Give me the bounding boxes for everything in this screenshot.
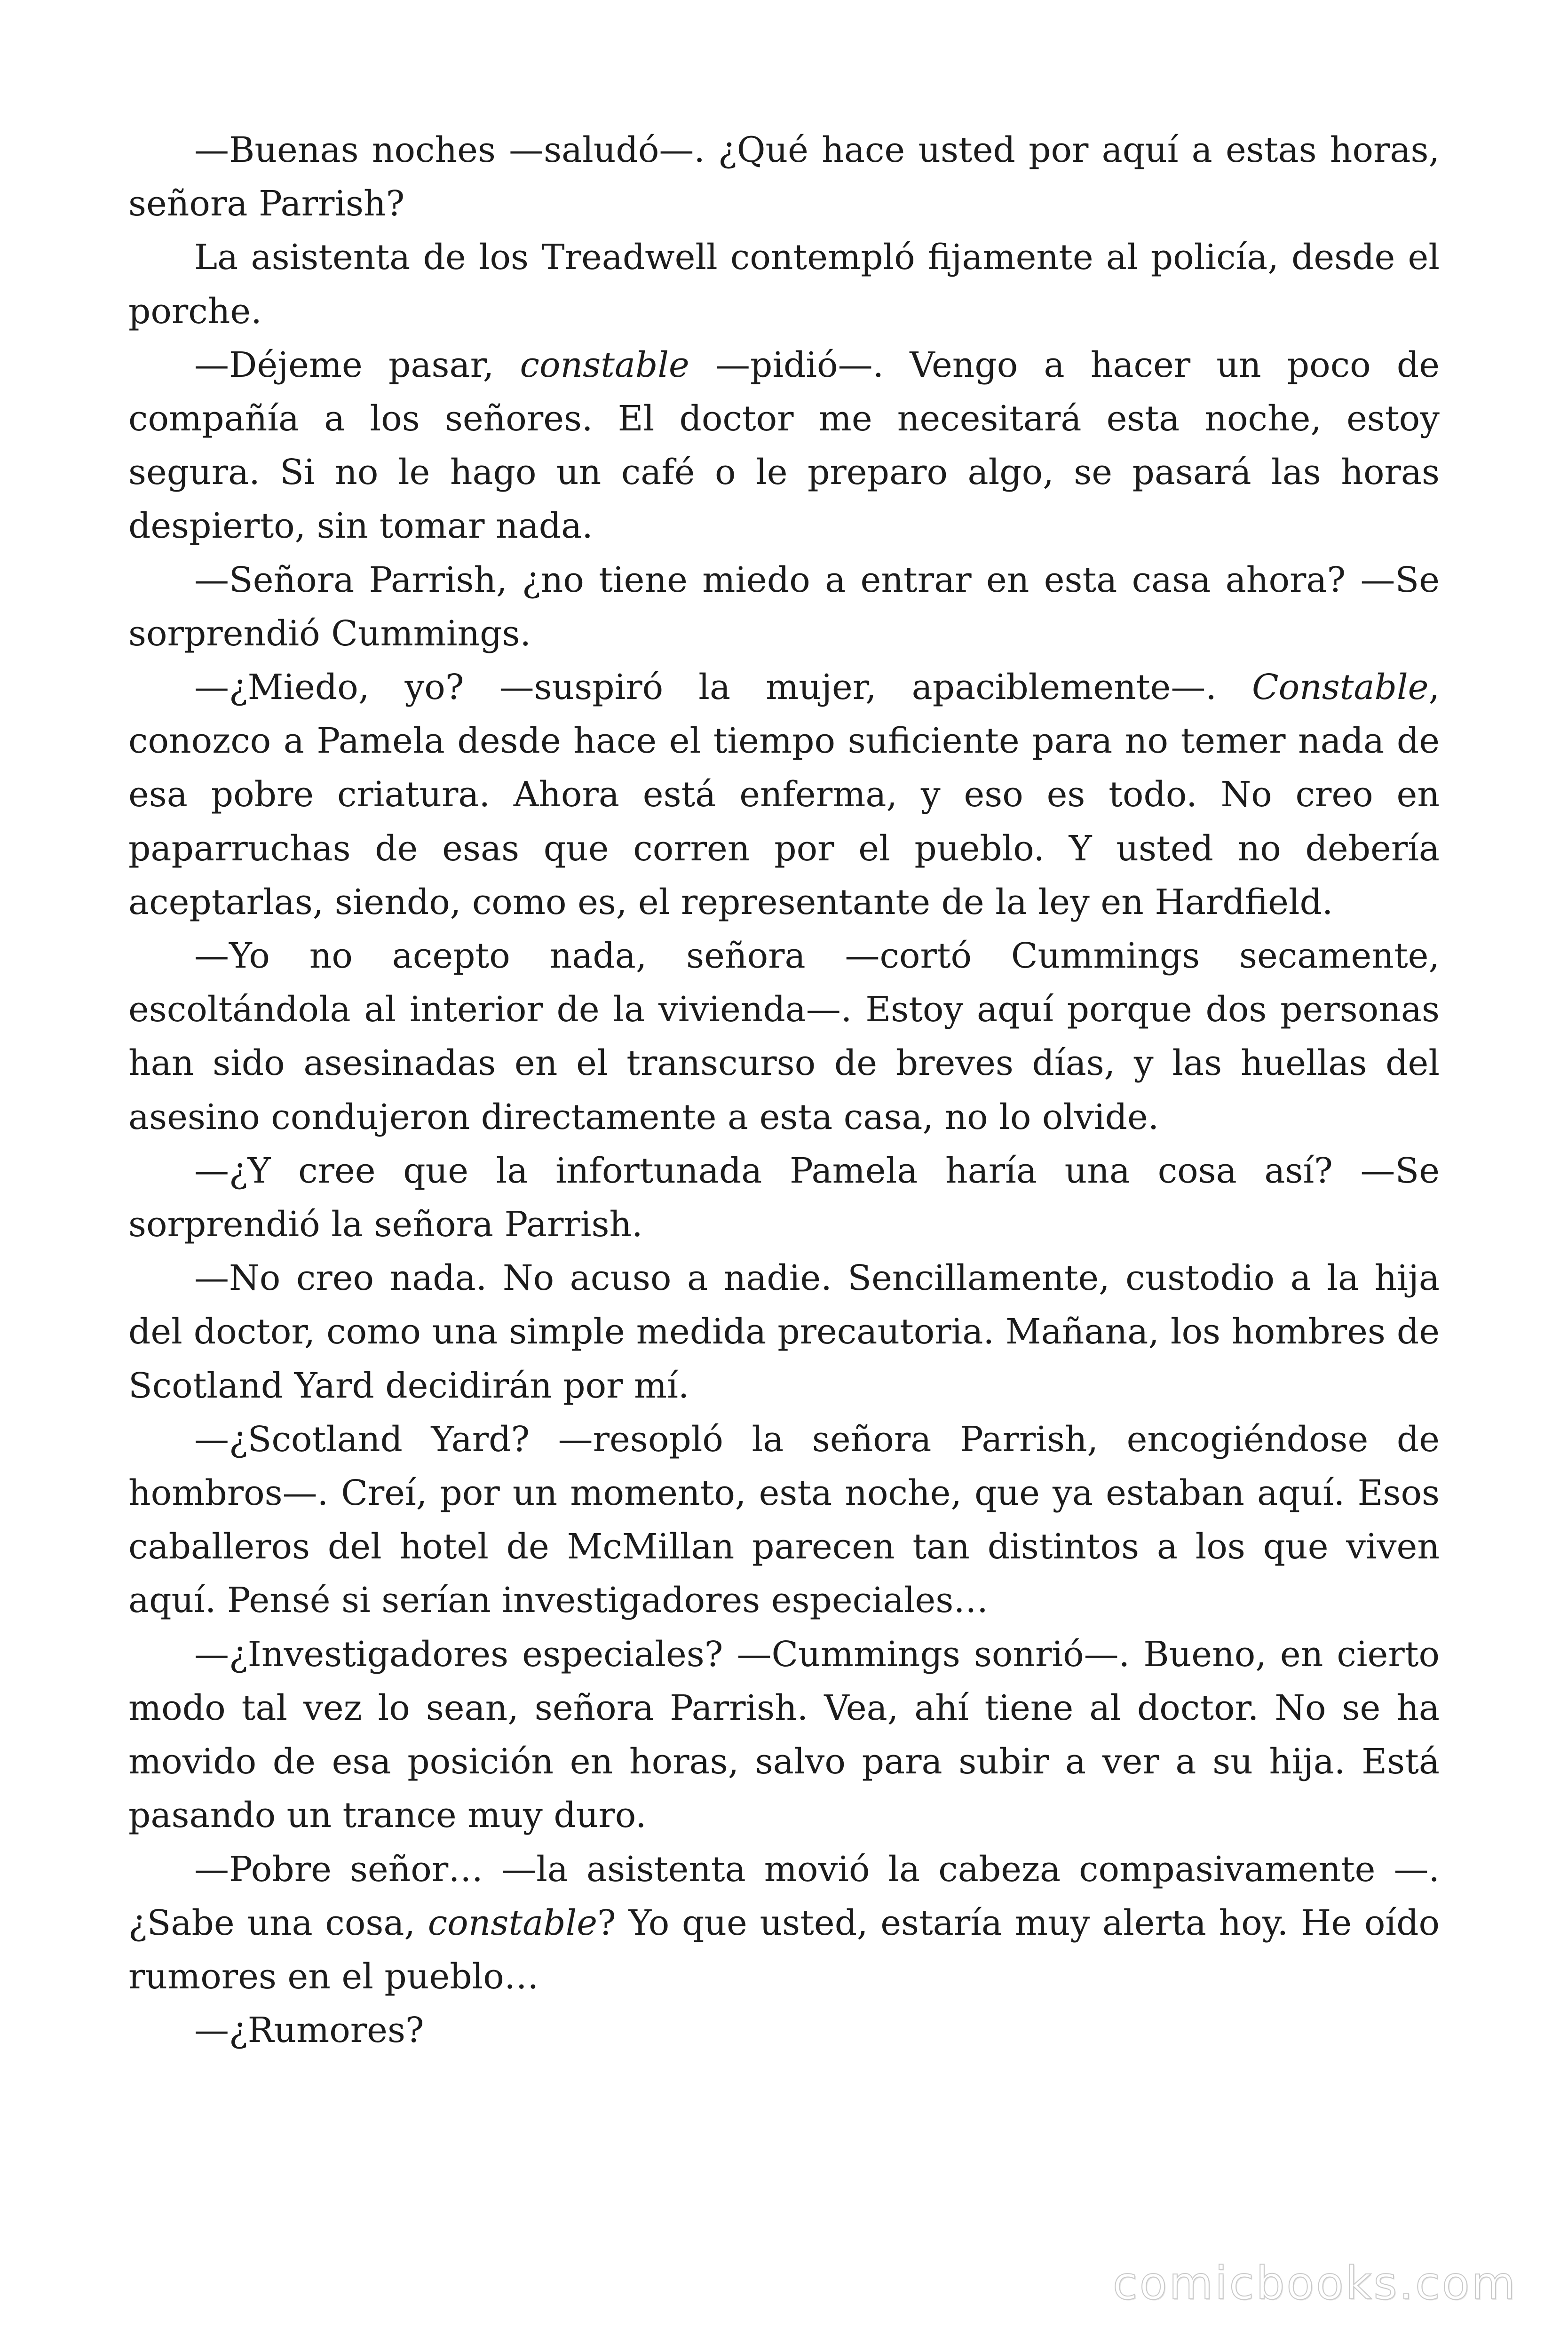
text-run: La asistenta de los Treadwell contempló fijamente al policía, desde el porche. — [128, 237, 1440, 332]
paragraph — [128, 1251, 1440, 1413]
text-run: —¿Y cree que la infortunada Pamela haría una cosa así? —Se sorprendió la señora Parrish. — [128, 1150, 1440, 1245]
paragraph — [128, 1628, 1440, 1843]
paragraph — [128, 660, 1440, 929]
text-run: —Señora Parrish, ¿no tiene miedo a entrar en esta casa ahora? —Se sorprendió Cummings. — [128, 559, 1440, 654]
paragraph — [128, 1843, 1440, 2004]
paragraph — [128, 123, 1440, 230]
paragraph — [128, 553, 1440, 660]
text-run: —Déjeme pasar, — [194, 344, 520, 385]
text-run: , conozco a Pamela desde hace el tiempo suficiente para no temer nada de esa pobre criatura. Ahora está enferma, y eso es todo. No creo en paparruchas de esas que corren por el pueblo. Y usted no debería aceptarlas, siendo, como es, el representante de la ley en Hardfield. — [128, 667, 1440, 922]
text-run: —No creo nada. No acuso a nadie. Sencillamente, custodio a la hija del doctor, como una simple medida precautoria. Mañana, los hombres de Scotland Yard decidirán por mí. — [128, 1258, 1440, 1406]
text-run: —¿Scotland Yard? —resopló la señora Parrish, encogiéndose de hombros—. Creí, por un momento, esta noche, que ya estaban aquí. Esos caballeros del hotel de McMillan parecen tan distintos a los que viven aquí. Pensé si serían investigadores especiales… — [128, 1419, 1440, 1621]
italic-term: constable — [520, 344, 689, 385]
paragraph — [128, 929, 1440, 1144]
watermark: comicbooks.com — [1112, 2257, 1517, 2310]
italic-term: Constable — [1251, 667, 1429, 708]
text-run: —Yo no acepto nada, señora —cortó Cummings secamente, escoltándola al interior de la vivienda—. Estoy aquí porque dos personas han sido asesinadas en el transcurso de breves días, y las huellas del asesino condujeron directamente a esta casa, no lo olvide. — [128, 936, 1440, 1137]
text-run: ? Yo que usted, estaría muy alerta hoy. He oído rumores en el pueblo… — [128, 1902, 1440, 1997]
paragraph — [128, 230, 1440, 338]
text-run: —¿Investigadores especiales? —Cummings sonrió—. Bueno, en cierto modo tal vez lo sean, señora Parrish. Vea, ahí tiene al doctor. No se ha movido de esa posición en horas, salvo para subir a ver a su hija. Está pasando un trance muy duro. — [128, 1634, 1440, 1836]
paragraph — [128, 338, 1440, 553]
paragraph — [128, 1144, 1440, 1251]
text-run: —Buenas noches —saludó—. ¿Qué hace usted por aquí a estas horas, señora Parrish? — [128, 130, 1440, 224]
italic-term: constable — [428, 1902, 598, 1943]
text-run: —¿Rumores? — [194, 2010, 424, 2051]
body-text — [128, 123, 1440, 2057]
paragraph — [128, 2003, 1440, 2057]
text-run: —Pobre señor… —la asistenta movió la cabeza compasivamente —. ¿Sabe una cosa, — [128, 1849, 1440, 1943]
text-run: —¿Miedo, yo? —suspiró la mujer, apaciblemente—. — [194, 667, 1252, 708]
paragraph — [128, 1413, 1440, 1628]
text-run: —pidió—. Vengo a hacer un poco de compañía a los señores. El doctor me necesitará esta noche, estoy segura. Si no le hago un café o le preparo algo, se pasará las horas despierto, sin tomar nada. — [128, 344, 1440, 547]
